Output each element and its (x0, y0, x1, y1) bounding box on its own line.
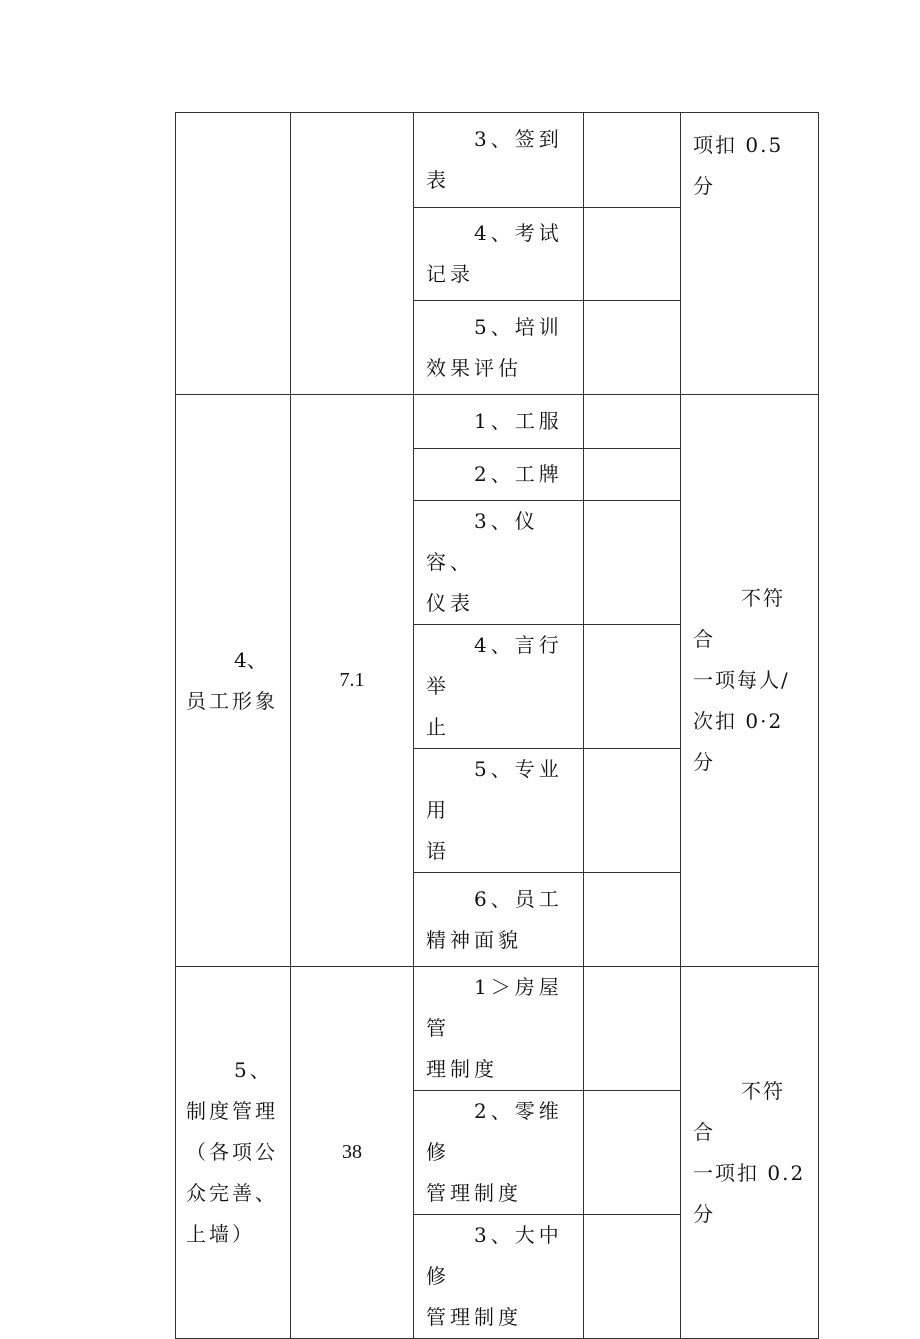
item-line: 精神面貌 (426, 927, 522, 952)
category-cell (176, 967, 291, 1339)
category-cell-empty (176, 113, 291, 395)
item-cell (414, 501, 584, 625)
item-cell (414, 208, 584, 301)
blank-cell (584, 395, 681, 449)
score-cell: 38 (291, 967, 414, 1339)
category-line: 制度管理 (186, 1099, 278, 1123)
rule-cell (681, 113, 819, 395)
item-cell (414, 113, 584, 208)
category-line: 4、 (234, 647, 267, 672)
rule-line: 分 (693, 174, 715, 198)
item-cell (414, 395, 584, 449)
item-line: 1、工服 (474, 409, 563, 433)
blank-cell (584, 1215, 681, 1339)
blank-cell (584, 1091, 681, 1215)
category-line: 上墙） (186, 1222, 255, 1246)
item-cell (414, 625, 584, 749)
blank-cell (584, 113, 681, 208)
item-cell (414, 301, 584, 395)
blank-cell (584, 625, 681, 749)
item-line: 效果评估 (426, 355, 522, 380)
rule-line: 不符合 (693, 1078, 785, 1144)
blank-cell (584, 449, 681, 501)
scoring-table (175, 112, 819, 1339)
rule-cell (681, 395, 819, 967)
item-line: 4、考试 (474, 221, 563, 245)
item-line: 止 (426, 715, 450, 739)
item-line: 3、仪容、 (426, 509, 539, 574)
item-line: 5、专业用 (426, 757, 563, 822)
item-line: 记录 (426, 262, 474, 286)
score-cell: 7.1 (291, 395, 414, 967)
item-cell (414, 749, 584, 873)
blank-cell (584, 301, 681, 395)
item-line: 表 (426, 168, 450, 192)
item-line: 4、言行举 (426, 633, 563, 698)
blank-cell (584, 873, 681, 967)
item-line: 仪表 (426, 591, 474, 615)
item-cell (414, 967, 584, 1091)
blank-cell (584, 749, 681, 873)
rule-cell (681, 967, 819, 1339)
item-line: 管理制度 (426, 1305, 522, 1329)
item-line: 6、员工 (474, 886, 563, 911)
item-cell (414, 873, 584, 967)
category-cell (176, 395, 291, 967)
item-cell (414, 1091, 584, 1215)
category-line: （各项公 (186, 1140, 278, 1164)
rule-line: 不符合 (693, 586, 785, 651)
item-cell (414, 449, 584, 501)
item-line: 5、培训 (474, 314, 563, 339)
table-row (176, 395, 819, 449)
table-row (176, 967, 819, 1091)
blank-cell (584, 967, 681, 1091)
item-line: 3、大中修 (426, 1223, 563, 1288)
score-cell-empty (291, 113, 414, 395)
blank-cell (584, 208, 681, 301)
item-line: 语 (426, 839, 450, 863)
item-line: 1＞房屋管 (426, 975, 563, 1040)
rule-line: 一项每人/ (693, 668, 790, 692)
rule-line: 次扣 0·2 分 (693, 709, 784, 774)
rule-line: 一项扣 0.2 (693, 1160, 806, 1185)
item-line: 管理制度 (426, 1181, 522, 1205)
item-line: 2、工牌 (474, 462, 563, 486)
rule-line: 项扣 0.5 (693, 133, 784, 157)
item-line: 2、零维修 (426, 1099, 563, 1164)
item-line: 3、签到 (474, 127, 563, 151)
category-line: 众完善、 (186, 1181, 278, 1205)
category-line: 员工形象 (186, 688, 278, 713)
rule-line: 分 (693, 1201, 715, 1226)
item-line: 理制度 (426, 1057, 498, 1081)
category-line: 5、 (234, 1058, 273, 1082)
blank-cell (584, 501, 681, 625)
item-cell (414, 1215, 584, 1339)
table-row (176, 113, 819, 208)
